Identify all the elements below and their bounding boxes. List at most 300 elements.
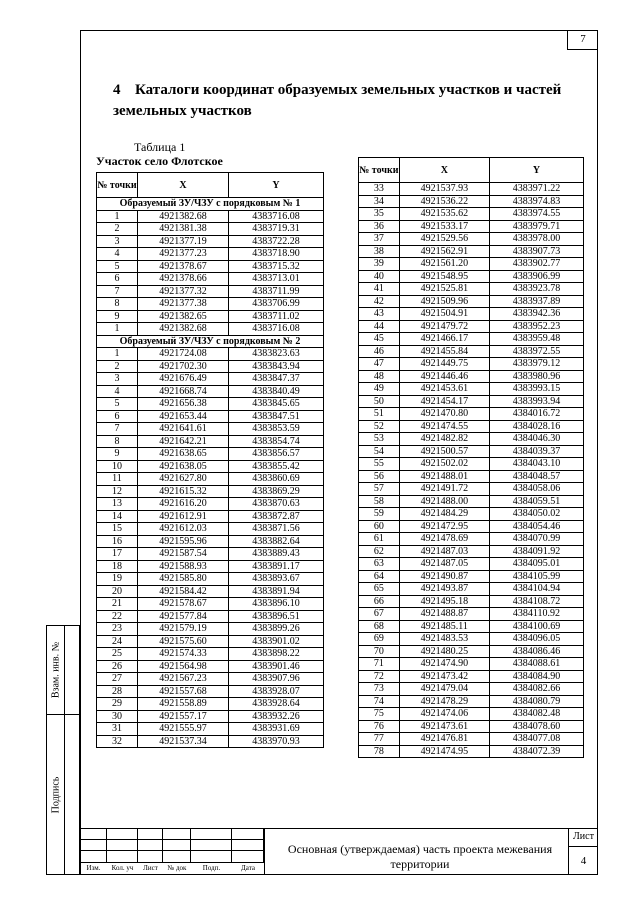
point-number-cell: 63 bbox=[359, 558, 400, 571]
y-coordinate-cell: 4383928.07 bbox=[229, 685, 324, 698]
table-row bbox=[359, 583, 584, 596]
x-coordinate-cell: 4921724.08 bbox=[138, 348, 229, 361]
table-row bbox=[359, 570, 584, 583]
x-coordinate-cell: 4921561.20 bbox=[399, 258, 489, 271]
x-coordinate-cell: 4921487.03 bbox=[399, 545, 489, 558]
stamp-cell bbox=[107, 828, 138, 840]
y-coordinate-cell: 4383853.59 bbox=[229, 423, 324, 436]
y-coordinate-cell: 4383899.26 bbox=[229, 623, 324, 636]
x-coordinate-cell: 4921548.95 bbox=[399, 270, 489, 283]
y-coordinate-cell: 4384105.99 bbox=[489, 570, 583, 583]
table-row bbox=[97, 660, 324, 673]
x-coordinate-cell: 4921537.93 bbox=[399, 183, 489, 196]
x-coordinate-cell: 4921612.03 bbox=[138, 523, 229, 536]
point-number-cell: 7 bbox=[97, 423, 138, 436]
y-coordinate-cell: 4383974.83 bbox=[489, 195, 583, 208]
point-number-cell: 68 bbox=[359, 620, 400, 633]
x-coordinate-cell: 4921377.32 bbox=[138, 285, 229, 298]
table-row bbox=[97, 535, 324, 548]
table-row bbox=[359, 508, 584, 521]
x-coordinate-cell: 4921487.05 bbox=[399, 558, 489, 571]
point-number-cell: 32 bbox=[97, 735, 138, 748]
y-coordinate-cell: 4384077.08 bbox=[489, 733, 583, 746]
y-coordinate-cell: 4384086.46 bbox=[489, 645, 583, 658]
table-row bbox=[359, 420, 584, 433]
sheet-value: 4 bbox=[580, 855, 587, 867]
point-number-cell: 5 bbox=[97, 260, 138, 273]
table-caption: Таблица 1 bbox=[134, 140, 186, 154]
table-row bbox=[97, 710, 324, 723]
x-coordinate-cell: 4921377.19 bbox=[138, 235, 229, 248]
point-number-cell: 43 bbox=[359, 308, 400, 321]
y-coordinate-cell: 4383719.31 bbox=[229, 223, 324, 236]
point-number-cell: 25 bbox=[97, 648, 138, 661]
y-coordinate-cell: 4383906.99 bbox=[489, 270, 583, 283]
point-number-cell: 77 bbox=[359, 733, 400, 746]
x-coordinate-cell: 4921449.75 bbox=[399, 358, 489, 371]
point-number-cell: 6 bbox=[97, 273, 138, 286]
point-number-cell: 2 bbox=[97, 223, 138, 236]
table-row bbox=[97, 573, 324, 586]
col-header-point: № точки bbox=[97, 173, 138, 198]
x-coordinate-cell: 4921381.38 bbox=[138, 223, 229, 236]
side-label-inv: Взам. инв. № bbox=[50, 641, 61, 699]
x-coordinate-cell: 4921378.66 bbox=[138, 273, 229, 286]
table-row bbox=[97, 723, 324, 736]
x-coordinate-cell: 4921478.29 bbox=[399, 695, 489, 708]
table-row bbox=[359, 445, 584, 458]
y-coordinate-cell: 4383718.90 bbox=[229, 248, 324, 261]
point-number-cell: 44 bbox=[359, 320, 400, 333]
stamp-cell bbox=[232, 851, 264, 863]
table-row bbox=[359, 383, 584, 396]
y-coordinate-cell: 4383860.69 bbox=[229, 473, 324, 486]
x-coordinate-cell: 4921474.06 bbox=[399, 708, 489, 721]
y-coordinate-cell: 4383979.12 bbox=[489, 358, 583, 371]
point-number-cell: 1 bbox=[97, 348, 138, 361]
point-number-cell: 18 bbox=[97, 560, 138, 573]
table-row bbox=[359, 320, 584, 333]
x-coordinate-cell: 4921567.23 bbox=[138, 673, 229, 686]
col-header-x: X bbox=[138, 173, 229, 198]
y-coordinate-cell: 4383891.17 bbox=[229, 560, 324, 573]
point-number-cell: 48 bbox=[359, 370, 400, 383]
y-coordinate-cell: 4384072.39 bbox=[489, 745, 583, 758]
x-coordinate-cell: 4921641.61 bbox=[138, 423, 229, 436]
table-row bbox=[97, 473, 324, 486]
table-row bbox=[359, 283, 584, 296]
y-coordinate-cell: 4383937.89 bbox=[489, 295, 583, 308]
stamp-cell bbox=[191, 828, 232, 840]
y-coordinate-cell: 4384054.46 bbox=[489, 520, 583, 533]
point-number-cell: 59 bbox=[359, 508, 400, 521]
point-number-cell: 34 bbox=[359, 195, 400, 208]
x-coordinate-cell: 4921615.32 bbox=[138, 485, 229, 498]
point-number-cell: 1 bbox=[97, 210, 138, 223]
point-number-cell: 6 bbox=[97, 410, 138, 423]
y-coordinate-cell: 4384050.02 bbox=[489, 508, 583, 521]
point-number-cell: 4 bbox=[97, 248, 138, 261]
y-coordinate-cell: 4383901.46 bbox=[229, 660, 324, 673]
y-coordinate-cell: 4384078.60 bbox=[489, 720, 583, 733]
x-coordinate-cell: 4921491.72 bbox=[399, 483, 489, 496]
y-coordinate-cell: 4384039.37 bbox=[489, 445, 583, 458]
x-coordinate-cell: 4921377.23 bbox=[138, 248, 229, 261]
y-coordinate-cell: 4384080.79 bbox=[489, 695, 583, 708]
table-row bbox=[97, 698, 324, 711]
x-coordinate-cell: 4921382.68 bbox=[138, 323, 229, 336]
col-header-point: № точки bbox=[359, 158, 400, 183]
table-row bbox=[359, 333, 584, 346]
point-number-cell: 28 bbox=[97, 685, 138, 698]
y-coordinate-cell: 4383907.73 bbox=[489, 245, 583, 258]
point-number-cell: 29 bbox=[97, 698, 138, 711]
y-coordinate-cell: 4383931.69 bbox=[229, 723, 324, 736]
point-number-cell: 69 bbox=[359, 633, 400, 646]
x-coordinate-cell: 4921509.96 bbox=[399, 295, 489, 308]
x-coordinate-cell: 4921478.69 bbox=[399, 533, 489, 546]
x-coordinate-cell: 4921575.60 bbox=[138, 635, 229, 648]
y-coordinate-cell: 4383970.93 bbox=[229, 735, 324, 748]
table-row bbox=[359, 658, 584, 671]
x-coordinate-cell: 4921377.38 bbox=[138, 298, 229, 311]
table-row bbox=[359, 683, 584, 696]
table-row bbox=[97, 323, 324, 336]
y-coordinate-cell: 4384082.48 bbox=[489, 708, 583, 721]
x-coordinate-cell: 4921453.61 bbox=[399, 383, 489, 396]
point-number-cell: 14 bbox=[97, 510, 138, 523]
stamp-cell bbox=[80, 851, 107, 863]
point-number-cell: 11 bbox=[97, 473, 138, 486]
stamp-cell bbox=[191, 851, 232, 863]
table-row bbox=[97, 210, 324, 223]
x-coordinate-cell: 4921574.33 bbox=[138, 648, 229, 661]
table-row bbox=[359, 208, 584, 221]
x-coordinate-cell: 4921454.17 bbox=[399, 395, 489, 408]
table-row bbox=[359, 295, 584, 308]
x-coordinate-cell: 4921653.44 bbox=[138, 410, 229, 423]
y-coordinate-cell: 4384059.51 bbox=[489, 495, 583, 508]
point-number-cell: 49 bbox=[359, 383, 400, 396]
table-row bbox=[359, 495, 584, 508]
x-coordinate-cell: 4921584.42 bbox=[138, 585, 229, 598]
document-title: Основная (утверждаемая) часть проекта межевания территории bbox=[287, 842, 553, 871]
y-coordinate-cell: 4384110.92 bbox=[489, 608, 583, 621]
table-row bbox=[359, 708, 584, 721]
point-number-cell: 23 bbox=[97, 623, 138, 636]
table-row bbox=[97, 273, 324, 286]
y-coordinate-cell: 4384028.16 bbox=[489, 420, 583, 433]
point-number-cell: 30 bbox=[97, 710, 138, 723]
point-number-cell: 7 bbox=[97, 285, 138, 298]
table-row bbox=[359, 720, 584, 733]
y-coordinate-cell: 4383942.36 bbox=[489, 308, 583, 321]
x-coordinate-cell: 4921557.68 bbox=[138, 685, 229, 698]
y-coordinate-cell: 4383711.02 bbox=[229, 310, 324, 323]
y-coordinate-cell: 4383711.99 bbox=[229, 285, 324, 298]
page-number: 7 bbox=[567, 30, 598, 50]
table-row bbox=[359, 408, 584, 421]
y-coordinate-cell: 4383971.22 bbox=[489, 183, 583, 196]
x-coordinate-cell: 4921474.55 bbox=[399, 420, 489, 433]
x-coordinate-cell: 4921579.19 bbox=[138, 623, 229, 636]
table-row bbox=[359, 245, 584, 258]
x-coordinate-cell: 4921578.67 bbox=[138, 598, 229, 611]
y-coordinate-cell: 4383706.99 bbox=[229, 298, 324, 311]
table-row bbox=[359, 608, 584, 621]
table-row bbox=[97, 248, 324, 261]
x-coordinate-cell: 4921488.87 bbox=[399, 608, 489, 621]
y-coordinate-cell: 4383847.51 bbox=[229, 410, 324, 423]
point-number-cell: 27 bbox=[97, 673, 138, 686]
x-coordinate-cell: 4921490.87 bbox=[399, 570, 489, 583]
y-coordinate-cell: 4383979.71 bbox=[489, 220, 583, 233]
stamp-header: Кол. уч bbox=[111, 864, 134, 872]
x-coordinate-cell: 4921488.01 bbox=[399, 470, 489, 483]
x-coordinate-cell: 4921479.04 bbox=[399, 683, 489, 696]
point-number-cell: 75 bbox=[359, 708, 400, 721]
y-coordinate-cell: 4383716.08 bbox=[229, 210, 324, 223]
x-coordinate-cell: 4921476.81 bbox=[399, 733, 489, 746]
point-number-cell: 42 bbox=[359, 295, 400, 308]
x-coordinate-cell: 4921587.54 bbox=[138, 548, 229, 561]
y-coordinate-cell: 4383845.65 bbox=[229, 398, 324, 411]
y-coordinate-cell: 4383896.10 bbox=[229, 598, 324, 611]
table-row bbox=[359, 195, 584, 208]
point-number-cell: 73 bbox=[359, 683, 400, 696]
point-number-cell: 10 bbox=[97, 460, 138, 473]
table-row bbox=[359, 433, 584, 446]
stamp-cell bbox=[163, 840, 191, 852]
point-number-cell: 40 bbox=[359, 270, 400, 283]
point-number-cell: 41 bbox=[359, 283, 400, 296]
y-coordinate-cell: 4383972.55 bbox=[489, 345, 583, 358]
sheet-box bbox=[568, 828, 598, 875]
table-row bbox=[359, 308, 584, 321]
y-coordinate-cell: 4383713.01 bbox=[229, 273, 324, 286]
x-coordinate-cell: 4921466.17 bbox=[399, 333, 489, 346]
x-coordinate-cell: 4921525.81 bbox=[399, 283, 489, 296]
point-number-cell: 52 bbox=[359, 420, 400, 433]
table-row bbox=[97, 373, 324, 386]
point-number-cell: 46 bbox=[359, 345, 400, 358]
table-row bbox=[97, 235, 324, 248]
y-coordinate-cell: 4384082.66 bbox=[489, 683, 583, 696]
table-row bbox=[97, 598, 324, 611]
table-row bbox=[97, 623, 324, 636]
title-block bbox=[80, 828, 598, 875]
section-heading bbox=[113, 80, 573, 122]
stamp-cell bbox=[191, 840, 232, 852]
side-stamp bbox=[46, 625, 80, 875]
point-number-cell: 5 bbox=[97, 398, 138, 411]
col-header-x: X bbox=[399, 158, 489, 183]
coordinates-table-left bbox=[96, 172, 324, 748]
point-number-cell: 12 bbox=[97, 485, 138, 498]
x-coordinate-cell: 4921479.72 bbox=[399, 320, 489, 333]
point-number-cell: 1 bbox=[97, 323, 138, 336]
x-coordinate-cell: 4921638.65 bbox=[138, 448, 229, 461]
y-coordinate-cell: 4383928.64 bbox=[229, 698, 324, 711]
table-row bbox=[97, 523, 324, 536]
stamp-header: № док bbox=[167, 864, 187, 872]
table-row bbox=[97, 260, 324, 273]
point-number-cell: 56 bbox=[359, 470, 400, 483]
x-coordinate-cell: 4921642.21 bbox=[138, 435, 229, 448]
table-row bbox=[359, 520, 584, 533]
y-coordinate-cell: 4384091.92 bbox=[489, 545, 583, 558]
x-coordinate-cell: 4921533.17 bbox=[399, 220, 489, 233]
y-coordinate-cell: 4383902.77 bbox=[489, 258, 583, 271]
y-coordinate-cell: 4383722.28 bbox=[229, 235, 324, 248]
point-number-cell: 36 bbox=[359, 220, 400, 233]
table-row bbox=[359, 545, 584, 558]
stamp-cell bbox=[80, 828, 107, 840]
y-coordinate-cell: 4383898.22 bbox=[229, 648, 324, 661]
point-number-cell: 8 bbox=[97, 435, 138, 448]
y-coordinate-cell: 4384095.01 bbox=[489, 558, 583, 571]
point-number-cell: 17 bbox=[97, 548, 138, 561]
stamp-cell bbox=[138, 828, 163, 840]
x-coordinate-cell: 4921627.80 bbox=[138, 473, 229, 486]
x-coordinate-cell: 4921378.67 bbox=[138, 260, 229, 273]
x-coordinate-cell: 4921577.84 bbox=[138, 610, 229, 623]
x-coordinate-cell: 4921535.62 bbox=[399, 208, 489, 221]
y-coordinate-cell: 4383869.29 bbox=[229, 485, 324, 498]
y-coordinate-cell: 4383870.63 bbox=[229, 498, 324, 511]
x-coordinate-cell: 4921473.61 bbox=[399, 720, 489, 733]
table-row bbox=[97, 223, 324, 236]
stamp-cell bbox=[138, 851, 163, 863]
y-coordinate-cell: 4384096.05 bbox=[489, 633, 583, 646]
y-coordinate-cell: 4383974.55 bbox=[489, 208, 583, 221]
y-coordinate-cell: 4383993.15 bbox=[489, 383, 583, 396]
point-number-cell: 71 bbox=[359, 658, 400, 671]
x-coordinate-cell: 4921564.98 bbox=[138, 660, 229, 673]
x-coordinate-cell: 4921537.34 bbox=[138, 735, 229, 748]
table-row bbox=[359, 645, 584, 658]
point-number-cell: 16 bbox=[97, 535, 138, 548]
point-number-cell: 35 bbox=[359, 208, 400, 221]
point-number-cell: 22 bbox=[97, 610, 138, 623]
y-coordinate-cell: 4383854.74 bbox=[229, 435, 324, 448]
x-coordinate-cell: 4921480.25 bbox=[399, 645, 489, 658]
point-number-cell: 31 bbox=[97, 723, 138, 736]
stamp-cell bbox=[107, 840, 138, 852]
table-row bbox=[359, 458, 584, 471]
x-coordinate-cell: 4921558.89 bbox=[138, 698, 229, 711]
table-row bbox=[359, 358, 584, 371]
group-header-row bbox=[97, 198, 324, 211]
x-coordinate-cell: 4921482.82 bbox=[399, 433, 489, 446]
point-number-cell: 33 bbox=[359, 183, 400, 196]
point-number-cell: 13 bbox=[97, 498, 138, 511]
table-row bbox=[359, 395, 584, 408]
x-coordinate-cell: 4921555.97 bbox=[138, 723, 229, 736]
point-number-cell: 53 bbox=[359, 433, 400, 446]
point-number-cell: 66 bbox=[359, 595, 400, 608]
point-number-cell: 67 bbox=[359, 608, 400, 621]
section-title: Участок село Флотское bbox=[96, 154, 223, 168]
point-number-cell: 76 bbox=[359, 720, 400, 733]
group-title: Образуемый ЗУ/ЧЗУ с порядковым № 1 bbox=[97, 198, 324, 211]
x-coordinate-cell: 4921616.20 bbox=[138, 498, 229, 511]
point-number-cell: 62 bbox=[359, 545, 400, 558]
point-number-cell: 38 bbox=[359, 245, 400, 258]
table-row bbox=[97, 448, 324, 461]
point-number-cell: 37 bbox=[359, 233, 400, 246]
heading-number: 4 bbox=[113, 82, 121, 98]
point-number-cell: 9 bbox=[97, 310, 138, 323]
stamp-cell bbox=[80, 840, 107, 852]
x-coordinate-cell: 4921382.65 bbox=[138, 310, 229, 323]
y-coordinate-cell: 4383716.08 bbox=[229, 323, 324, 336]
table-row bbox=[97, 423, 324, 436]
table-row bbox=[97, 735, 324, 748]
point-number-cell: 55 bbox=[359, 458, 400, 471]
y-coordinate-cell: 4383978.00 bbox=[489, 233, 583, 246]
table-row bbox=[97, 685, 324, 698]
y-coordinate-cell: 4384070.99 bbox=[489, 533, 583, 546]
x-coordinate-cell: 4921595.96 bbox=[138, 535, 229, 548]
stamp-cell bbox=[232, 828, 264, 840]
point-number-cell: 2 bbox=[97, 360, 138, 373]
stamp-cell bbox=[232, 840, 264, 852]
point-number-cell: 8 bbox=[97, 298, 138, 311]
heading-text: Каталоги координат образуемых земельных участков и частей земельных участков bbox=[113, 82, 562, 119]
x-coordinate-cell: 4921702.30 bbox=[138, 360, 229, 373]
x-coordinate-cell: 4921504.91 bbox=[399, 308, 489, 321]
y-coordinate-cell: 4383840.49 bbox=[229, 385, 324, 398]
table-row bbox=[359, 620, 584, 633]
table-row bbox=[359, 595, 584, 608]
y-coordinate-cell: 4383993.94 bbox=[489, 395, 583, 408]
point-number-cell: 4 bbox=[97, 385, 138, 398]
x-coordinate-cell: 4921474.95 bbox=[399, 745, 489, 758]
point-number-cell: 50 bbox=[359, 395, 400, 408]
x-coordinate-cell: 4921485.11 bbox=[399, 620, 489, 633]
stamp-cell bbox=[107, 851, 138, 863]
x-coordinate-cell: 4921488.00 bbox=[399, 495, 489, 508]
x-coordinate-cell: 4921585.80 bbox=[138, 573, 229, 586]
y-coordinate-cell: 4384043.10 bbox=[489, 458, 583, 471]
y-coordinate-cell: 4383843.94 bbox=[229, 360, 324, 373]
y-coordinate-cell: 4383715.32 bbox=[229, 260, 324, 273]
table-row bbox=[97, 498, 324, 511]
x-coordinate-cell: 4921474.90 bbox=[399, 658, 489, 671]
stamp-cell bbox=[163, 851, 191, 863]
x-coordinate-cell: 4921668.74 bbox=[138, 385, 229, 398]
side-cell-sign bbox=[46, 714, 80, 875]
y-coordinate-cell: 4384058.06 bbox=[489, 483, 583, 496]
sheet-label: Лист bbox=[569, 828, 598, 847]
y-coordinate-cell: 4383959.48 bbox=[489, 333, 583, 346]
table-row bbox=[359, 483, 584, 496]
stamp-header: Лист bbox=[143, 864, 158, 872]
y-coordinate-cell: 4383893.67 bbox=[229, 573, 324, 586]
y-coordinate-cell: 4384088.61 bbox=[489, 658, 583, 671]
table-row bbox=[97, 585, 324, 598]
coordinates-table-right bbox=[358, 157, 584, 758]
stamp-header: Подп. bbox=[202, 864, 221, 872]
point-number-cell: 60 bbox=[359, 520, 400, 533]
x-coordinate-cell: 4921588.93 bbox=[138, 560, 229, 573]
x-coordinate-cell: 4921562.91 bbox=[399, 245, 489, 258]
x-coordinate-cell: 4921493.87 bbox=[399, 583, 489, 596]
y-coordinate-cell: 4384084.90 bbox=[489, 670, 583, 683]
point-number-cell: 21 bbox=[97, 598, 138, 611]
table-row bbox=[97, 610, 324, 623]
